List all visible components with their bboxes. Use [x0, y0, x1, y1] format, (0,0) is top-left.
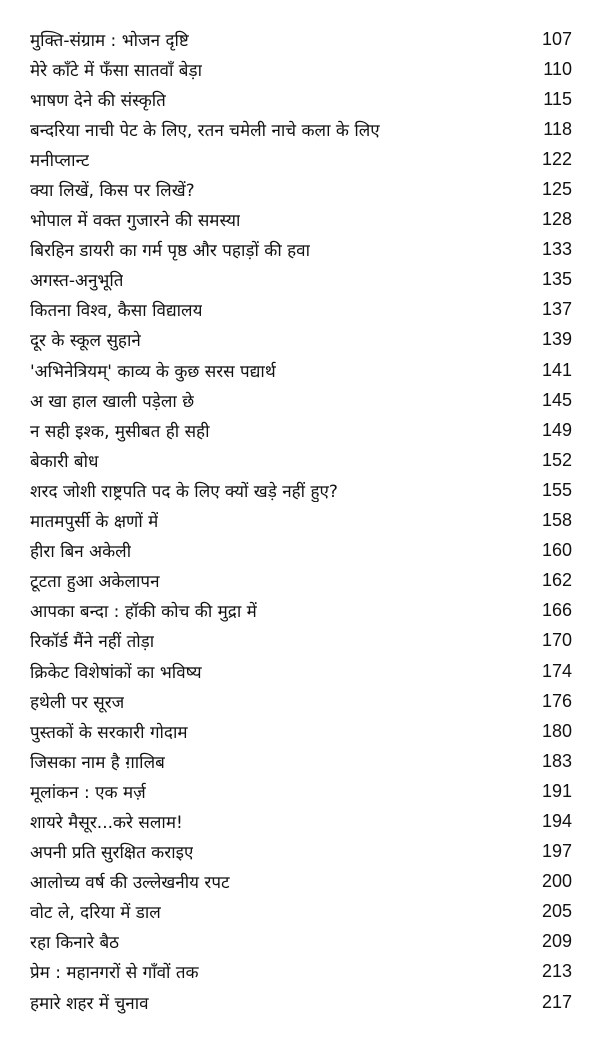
toc-entry-title: अपनी प्रति सुरक्षित कराइए: [30, 843, 194, 864]
toc-entry-page-number: 107: [541, 28, 572, 49]
toc-entry-title: अगस्त-अनुभूति: [30, 271, 124, 292]
toc-entry: [30, 927, 572, 957]
toc-entry-title: आलोच्य वर्ष की उल्लेखनीय रपट: [30, 873, 230, 894]
toc-entry-title: हमारे शहर में चुनाव: [30, 993, 149, 1014]
toc-entry-page-number: 155: [541, 479, 572, 500]
toc-entry: [30, 355, 572, 385]
toc-entry-page-number: 139: [541, 329, 572, 350]
toc-entry-page-number: 152: [541, 449, 572, 470]
toc-entry-page-number: 133: [541, 239, 572, 260]
toc-entry: [30, 415, 572, 445]
toc-entry: [30, 205, 572, 235]
toc-entry: [30, 746, 572, 776]
toc-entry-page-number: 209: [541, 931, 572, 952]
toc-entry-title: वोट ले, दरिया में डाल: [30, 903, 161, 924]
toc-entry-title: 'अभिनेत्रियम्' काव्य के कुछ सरस पद्यार्थ: [30, 361, 276, 382]
toc-entry: [30, 475, 572, 505]
toc-entry-title: शरद जोशी राष्ट्रपति पद के लिए क्यों खड़े नहीं हुए?: [30, 481, 338, 502]
toc-entry-page-number: 200: [541, 871, 572, 892]
toc-entry-page-number: 180: [541, 720, 572, 741]
toc-entry-page-number: 115: [543, 88, 572, 109]
toc-entry-page-number: 160: [541, 540, 572, 561]
toc-entry: [30, 174, 572, 204]
toc-entry-page-number: 197: [541, 841, 572, 862]
toc-entry-title: जिसका नाम है ग़ालिब: [30, 752, 165, 773]
toc-entry: [30, 566, 572, 596]
toc-entry-page-number: 158: [541, 510, 572, 531]
toc-entry-page-number: 213: [541, 961, 572, 982]
toc-entry-page-number: 145: [541, 389, 572, 410]
toc-entry-title: न सही इश्क, मुसीबत ही सही: [30, 421, 210, 442]
toc-entry-title: दूर के स्कूल सुहाने: [30, 331, 141, 352]
toc-entry-title: रहा किनारे बैठ: [30, 933, 120, 954]
toc-entry-title: मुक्ति-संग्राम : भोजन दृष्टि: [30, 30, 189, 51]
toc-entry: [30, 385, 572, 415]
toc-entry-title: शायरे मैसूर...करे सलाम!: [30, 812, 183, 833]
toc-entry-title: मेरे काँटे में फँसा सातवाँ बेड़ा: [30, 60, 202, 81]
toc-entry: [30, 837, 572, 867]
toc-entry: [30, 686, 572, 716]
toc-entry-title: भोपाल में वक्त गुजारने की समस्या: [30, 211, 241, 232]
toc-entry: [30, 506, 572, 536]
toc-entry: [30, 325, 572, 355]
toc-entry-title: मातमपुर्सी के क्षणों में: [30, 512, 159, 533]
toc-entry: [30, 776, 572, 806]
toc-entry-page-number: 141: [541, 359, 572, 380]
toc-entry: [30, 596, 572, 626]
toc-entry-page-number: 122: [541, 148, 572, 169]
toc-entry: [30, 114, 572, 144]
toc-entry: [30, 656, 572, 686]
toc-entry-page-number: 149: [541, 419, 572, 440]
toc-entry-title: मनीप्लान्ट: [30, 150, 90, 171]
toc-entry-title: टूटता हुआ अकेलापन: [30, 572, 160, 593]
toc-entry: [30, 957, 572, 987]
toc-entry-title: पुस्तकों के सरकारी गोदाम: [30, 722, 188, 743]
toc-entry-title: कितना विश्व, कैसा विद्यालय: [30, 301, 203, 322]
toc-entry-page-number: 135: [541, 269, 572, 290]
toc-entry-page-number: 217: [541, 991, 572, 1012]
toc-entry-title: प्रेम : महानगरों से गाँवों तक: [30, 963, 199, 984]
toc-entry: [30, 54, 572, 84]
toc-entry-page-number: 125: [541, 179, 572, 200]
toc-entry-title: हीरा बिन अकेली: [30, 542, 132, 563]
toc-entry-title: अ खा हाल खाली पड़ेला छे: [30, 391, 195, 412]
toc-entry-title: आपका बन्दा : हॉकी कोच की मुद्रा में: [30, 602, 257, 623]
toc-entry-page-number: 170: [541, 630, 572, 651]
toc-entry-page-number: 194: [541, 810, 572, 831]
toc-entry-title: भाषण देने की संस्कृति: [30, 90, 166, 111]
toc-entry-title: बेकारी बोध: [30, 451, 99, 472]
toc-entry-page-number: 166: [541, 600, 572, 621]
toc-entry: [30, 235, 572, 265]
toc-entry: [30, 987, 572, 1017]
toc-entry-title: हथेली पर सूरज: [30, 692, 125, 713]
toc-entry-page-number: 205: [541, 901, 572, 922]
toc-entry-title: रिकॉर्ड मैंने नहीं तोड़ा: [30, 632, 155, 653]
toc-entry-page-number: 174: [541, 660, 572, 681]
table-of-contents: [30, 24, 572, 1017]
toc-entry-page-number: 137: [541, 299, 572, 320]
toc-entry-page-number: 118: [543, 118, 572, 139]
toc-entry-page-number: 162: [541, 570, 572, 591]
toc-entry-page-number: 176: [541, 690, 572, 711]
toc-entry: [30, 867, 572, 897]
toc-entry-page-number: 110: [543, 58, 572, 79]
toc-entry-title: क्रिकेट विशेषांकों का भविष्य: [30, 662, 202, 683]
toc-entry: [30, 144, 572, 174]
toc-entry-page-number: 128: [541, 209, 572, 230]
toc-entry: [30, 897, 572, 927]
toc-entry-title: बिरहिन डायरी का गर्म पृष्ठ और पहाड़ों की हवा: [30, 241, 311, 262]
toc-entry: [30, 626, 572, 656]
toc-entry: [30, 445, 572, 475]
toc-entry: [30, 295, 572, 325]
toc-entry-title: क्या लिखें, किस पर लिखें?: [30, 181, 195, 202]
toc-entry: [30, 24, 572, 54]
toc-entry: [30, 536, 572, 566]
toc-entry-title: बन्दरिया नाची पेट के लिए, रतन चमेली नाचे कला के लिए: [30, 120, 380, 141]
toc-entry-title: मूलांकन : एक मर्ज़: [30, 782, 146, 803]
toc-entry-page-number: 183: [541, 750, 572, 771]
toc-entry: [30, 716, 572, 746]
toc-entry-page-number: 191: [541, 780, 572, 801]
toc-entry: [30, 265, 572, 295]
toc-entry: [30, 806, 572, 836]
toc-entry: [30, 84, 572, 114]
